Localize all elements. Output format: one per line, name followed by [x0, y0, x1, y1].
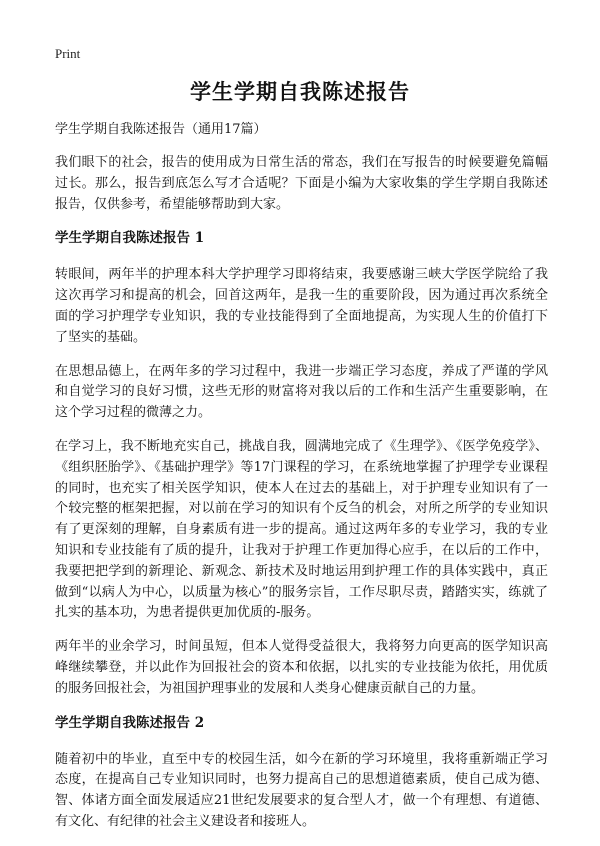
- section-heading: 学生学期自我陈述报告 2: [55, 714, 205, 731]
- article-body: [55, 120, 548, 846]
- intro-paragraph: 我们眼下的社会，报告的使用成为日常生活的常态，我们在写报告的时候要避免篇幅过长。那么，报告到底怎么写才合适呢？下面是小编为大家收集的学生学期自我陈述报告，仅供参考，希望能够帮助到大家。: [55, 155, 548, 212]
- print-link[interactable]: Print: [55, 46, 81, 61]
- article-subtitle: 学生学期自我陈述报告（通用17篇）: [55, 122, 267, 137]
- paragraph: 在思想品德上，在两年多的学习过程中，我进一步端正学习态度，养成了严谨的学风和自觉学习的良好习惯，这些无形的财富将对我以后的工作和生活产生重要影响，在这个学习过程的微薄之力。: [55, 363, 548, 421]
- paragraph: 随着初中的毕业，直至中专的校园生活，如今在新的学习环境里，我将重新端正学习态度，在提高自己专业知识同时，也努力提高自己的思想道德素质，使自己成为德、智、体诸方面全面发展适应21世纪发展要求的复合型人才，做一个有理想、有道德、有文化、有纪律的社会主义建设者和接班人。: [55, 751, 548, 829]
- paragraph: 在学习上，我不断地充实自己，挑战自我，圆满地完成了《生理学》、《医学免疫学》、《组织胚胎学》、《基础护理学》等17门课程的学习，在系统地掌握了护理学专业课程的同时，也充实了相关医学知识，使本人在过去的基础上，对于护理专业知识有了一个较完整的框架把握，对以前在学习的知识有个反刍的机会，对所之所学的专业知识有了更深刻的理解，自身素质有进一步的提高。通过这两年多的专业学习，我的专业知识和专业技能有了质的提升，让我对于护理工作更加得心应手，在以后的工作中，我要把把学到的新理论、新观念、新技术及时地运用到护理工作的具体实践中，真正做到“以病人为中心，以质量为核心”的服务宗旨，工作尽职尽责，踏踏实实，练就了扎实的基本功，为患者提供更加优质的-服务。: [55, 438, 548, 621]
- page-title: 学生学期自我陈述报告: [190, 79, 410, 104]
- section-heading: 学生学期自我陈述报告 1: [55, 230, 205, 247]
- paragraph: 两年半的业余学习，时间虽短，但本人觉得受益很大，我将努力向更高的医学知识高峰继续攀登，并以此作为回报社会的资本和依据，以扎实的专业技能为依托，用优质的服务回报社会，为祖国护理事业的发展和人类身心健康贡献自己的力量。: [55, 639, 548, 696]
- paragraph: 转眼间，两年半的护理本科大学护理学习即将结束，我要感谢三峡大学医学院给了我这次再学习和提高的机会，回首这两年，是我一生的重要阶段，因为通过再次系统全面的学习护理学专业知识，我的专业技能得到了全面地提高，为实现人生的价值打下了坚实的基础。: [55, 267, 548, 345]
